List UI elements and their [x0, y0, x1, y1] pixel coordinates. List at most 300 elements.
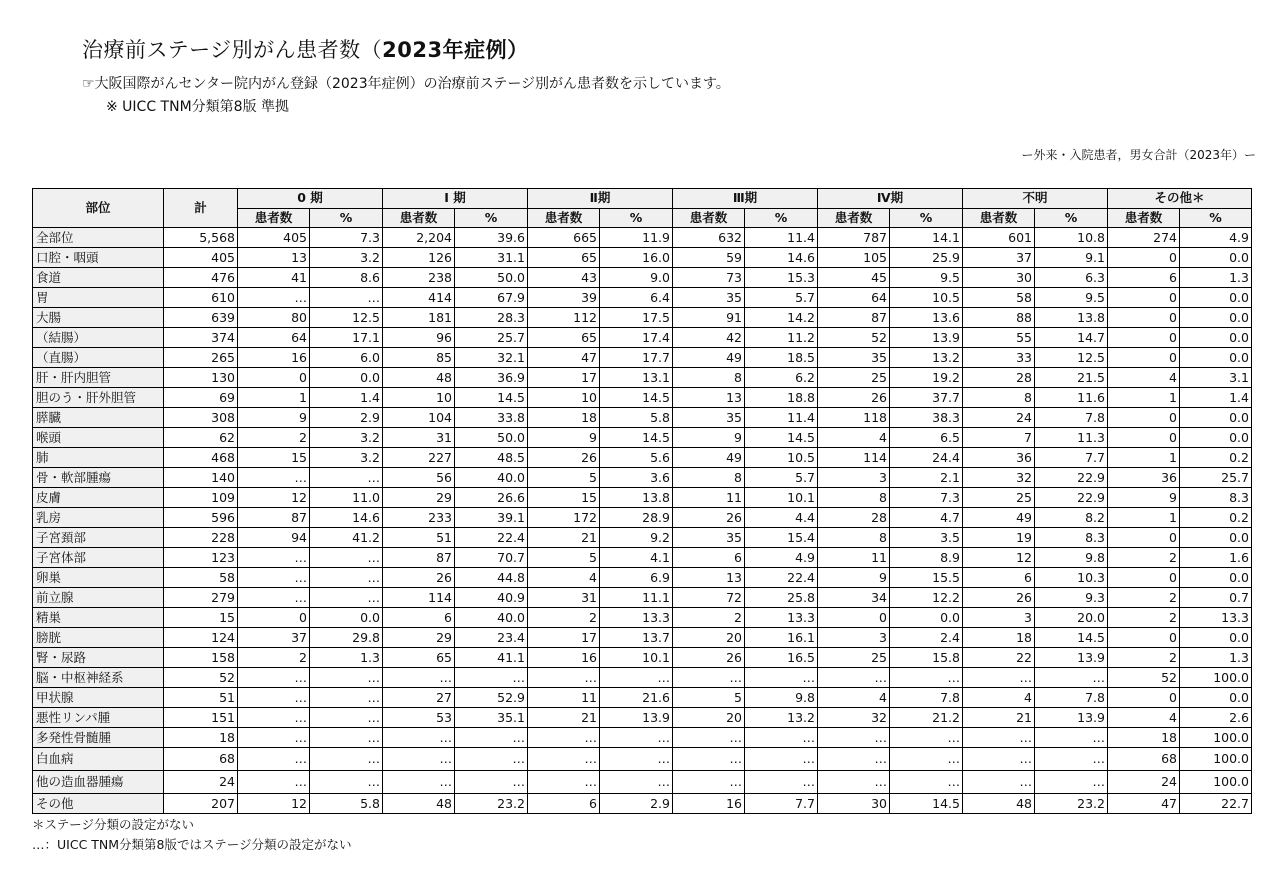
percent-cell: 37.7	[890, 388, 963, 408]
patients-cell: 35	[673, 408, 745, 428]
percent-cell: 14.5	[1035, 628, 1108, 648]
percent-cell: 14.6	[745, 248, 818, 268]
percent-cell: 100.0	[1180, 748, 1252, 771]
percent-cell: 25.9	[890, 248, 963, 268]
percent-cell: 14.6	[310, 508, 383, 528]
patients-cell: …	[238, 748, 310, 771]
patients-cell: 21	[963, 708, 1035, 728]
patients-cell: 0	[1108, 328, 1180, 348]
percent-cell: 0.0	[1180, 688, 1252, 708]
percent-cell: 8.2	[1035, 508, 1108, 528]
patients-cell: 10	[528, 388, 600, 408]
patients-cell: 665	[528, 228, 600, 248]
table-row	[33, 568, 1252, 588]
patients-cell: 17	[528, 368, 600, 388]
percent-cell: 14.5	[455, 388, 528, 408]
percent-cell: 10.5	[890, 288, 963, 308]
patients-cell: 414	[383, 288, 455, 308]
patients-cell: 87	[238, 508, 310, 528]
patients-cell: 59	[673, 248, 745, 268]
patients-cell: 1	[1108, 508, 1180, 528]
percent-cell: 25.7	[1180, 468, 1252, 488]
table-row	[33, 348, 1252, 368]
total-cell: 151	[164, 708, 238, 728]
site-cell: 甲状腺	[33, 688, 164, 708]
percent-cell: 2.6	[1180, 708, 1252, 728]
patients-cell: 16	[673, 794, 745, 814]
patients-cell: …	[238, 688, 310, 708]
header-percent: %	[600, 208, 673, 228]
site-cell: 精巣	[33, 608, 164, 628]
percent-cell: 39.6	[455, 228, 528, 248]
percent-cell: 11.4	[745, 408, 818, 428]
patients-cell: 1	[1108, 388, 1180, 408]
percent-cell: 1.3	[1180, 268, 1252, 288]
patients-cell: 233	[383, 508, 455, 528]
percent-cell: …	[745, 668, 818, 688]
percent-cell: 23.2	[455, 794, 528, 814]
percent-cell: 23.2	[1035, 794, 1108, 814]
patients-cell: 8	[818, 488, 890, 508]
patients-cell: 8	[673, 468, 745, 488]
percent-cell: 11.6	[1035, 388, 1108, 408]
percent-cell: 11.3	[1035, 428, 1108, 448]
patients-cell: 11	[818, 548, 890, 568]
patients-cell: 64	[818, 288, 890, 308]
table-row	[33, 488, 1252, 508]
percent-cell: …	[310, 548, 383, 568]
header-percent: %	[1035, 208, 1108, 228]
patients-cell: 0	[1108, 428, 1180, 448]
percent-cell: 25.8	[745, 588, 818, 608]
percent-cell: 21.6	[600, 688, 673, 708]
header-percent: %	[1180, 208, 1252, 228]
patients-cell: 53	[383, 708, 455, 728]
percent-cell: 9.5	[890, 268, 963, 288]
patients-cell: 91	[673, 308, 745, 328]
site-cell: 多発性骨髄腫	[33, 728, 164, 748]
patients-cell: …	[963, 771, 1035, 794]
percent-cell: 0.0	[1180, 568, 1252, 588]
percent-cell: 3.6	[600, 468, 673, 488]
percent-cell: 48.5	[455, 448, 528, 468]
percent-cell: 0.0	[310, 608, 383, 628]
percent-cell: 4.1	[600, 548, 673, 568]
stage-table	[32, 188, 1252, 814]
table-row	[33, 468, 1252, 488]
total-cell: 639	[164, 308, 238, 328]
footnote: ＊ステージ分類の設定がない	[32, 817, 195, 832]
patients-cell: 65	[528, 328, 600, 348]
table-row	[33, 268, 1252, 288]
percent-cell: 50.0	[455, 268, 528, 288]
total-cell: 265	[164, 348, 238, 368]
patients-cell: 2,204	[383, 228, 455, 248]
percent-cell: 39.1	[455, 508, 528, 528]
patients-cell: 11	[673, 488, 745, 508]
patients-cell: …	[383, 771, 455, 794]
patients-cell: 27	[383, 688, 455, 708]
table-row	[33, 771, 1252, 794]
percent-cell: …	[745, 771, 818, 794]
site-cell: その他	[33, 794, 164, 814]
percent-cell: 12.2	[890, 588, 963, 608]
patients-cell: 25	[818, 648, 890, 668]
percent-cell: …	[310, 728, 383, 748]
percent-cell: 17.5	[600, 308, 673, 328]
percent-cell: 14.5	[600, 428, 673, 448]
patients-cell: 87	[818, 308, 890, 328]
total-cell: 15	[164, 608, 238, 628]
percent-cell: 13.3	[600, 608, 673, 628]
patients-cell: 11	[528, 688, 600, 708]
patients-cell: 6	[528, 794, 600, 814]
percent-cell: 6.3	[1035, 268, 1108, 288]
percent-cell: 2.9	[600, 794, 673, 814]
patients-cell: 4	[528, 568, 600, 588]
patients-cell: 0	[1108, 528, 1180, 548]
patients-cell: 26	[383, 568, 455, 588]
patients-cell: 8	[818, 528, 890, 548]
percent-cell: 22.7	[1180, 794, 1252, 814]
patients-cell: 24	[1108, 771, 1180, 794]
percent-cell: …	[600, 668, 673, 688]
percent-cell: 14.1	[890, 228, 963, 248]
site-cell: 胆のう・肝外胆管	[33, 388, 164, 408]
total-cell: 308	[164, 408, 238, 428]
percent-cell: 21.2	[890, 708, 963, 728]
site-cell: 前立腺	[33, 588, 164, 608]
patients-cell: 181	[383, 308, 455, 328]
patients-cell: …	[963, 668, 1035, 688]
total-cell: 158	[164, 648, 238, 668]
site-cell: 子宮体部	[33, 548, 164, 568]
header-stage: その他＊	[1108, 189, 1252, 209]
percent-cell: 7.8	[1035, 408, 1108, 428]
header-stage: Ⅳ期	[818, 189, 963, 209]
percent-cell: 9.8	[745, 688, 818, 708]
percent-cell: 22.4	[745, 568, 818, 588]
patients-cell: 55	[963, 328, 1035, 348]
patients-cell: 72	[673, 588, 745, 608]
total-cell: 51	[164, 688, 238, 708]
percent-cell: 1.3	[310, 648, 383, 668]
footnotes	[32, 815, 352, 855]
patients-cell: 0	[818, 608, 890, 628]
percent-cell: 2.9	[310, 408, 383, 428]
percent-cell: 1.6	[1180, 548, 1252, 568]
percent-cell: …	[310, 288, 383, 308]
header-stage: 不明	[963, 189, 1108, 209]
patients-cell: 6	[673, 548, 745, 568]
percent-cell: …	[1035, 748, 1108, 771]
percent-cell: 41.1	[455, 648, 528, 668]
percent-cell: 6.4	[600, 288, 673, 308]
patients-cell: 35	[818, 348, 890, 368]
patients-cell: 73	[673, 268, 745, 288]
percent-cell: …	[455, 771, 528, 794]
percent-cell: 13.8	[1035, 308, 1108, 328]
percent-cell: 4.9	[1180, 228, 1252, 248]
percent-cell: …	[310, 468, 383, 488]
percent-cell: 24.4	[890, 448, 963, 468]
patients-cell: 65	[383, 648, 455, 668]
percent-cell: 13.2	[890, 348, 963, 368]
percent-cell: 8.6	[310, 268, 383, 288]
percent-cell: 3.2	[310, 448, 383, 468]
total-cell: 62	[164, 428, 238, 448]
header-stage: Ⅲ期	[673, 189, 818, 209]
percent-cell: 0.2	[1180, 448, 1252, 468]
patients-cell: 114	[818, 448, 890, 468]
patients-cell: 20	[673, 628, 745, 648]
patients-cell: 28	[963, 368, 1035, 388]
total-cell: 109	[164, 488, 238, 508]
percent-cell: 36.9	[455, 368, 528, 388]
total-cell: 405	[164, 248, 238, 268]
header-percent: %	[890, 208, 963, 228]
percent-cell: 0.0	[1180, 408, 1252, 428]
scope-label: ー外来・入院患者，男女合計（2023年）ー	[1021, 148, 1256, 162]
patients-cell: 49	[963, 508, 1035, 528]
site-cell: 胃	[33, 288, 164, 308]
percent-cell: …	[890, 771, 963, 794]
table-row	[33, 248, 1252, 268]
total-cell: 207	[164, 794, 238, 814]
percent-cell: 18.8	[745, 388, 818, 408]
site-cell: 皮膚	[33, 488, 164, 508]
percent-cell: 2.4	[890, 628, 963, 648]
patients-cell: 114	[383, 588, 455, 608]
total-cell: 140	[164, 468, 238, 488]
patients-cell: 6	[383, 608, 455, 628]
patients-cell: 85	[383, 348, 455, 368]
patients-cell: 1	[1108, 448, 1180, 468]
patients-cell: 18	[1108, 728, 1180, 748]
patients-cell: 21	[528, 708, 600, 728]
percent-cell: 3.2	[310, 428, 383, 448]
patients-cell: 43	[528, 268, 600, 288]
patients-cell: 0	[1108, 628, 1180, 648]
total-cell: 610	[164, 288, 238, 308]
percent-cell: 8.9	[890, 548, 963, 568]
site-cell: 脳・中枢神経系	[33, 668, 164, 688]
percent-cell: 9.1	[1035, 248, 1108, 268]
patients-cell: 37	[238, 628, 310, 648]
percent-cell: …	[890, 748, 963, 771]
percent-cell: 4.9	[745, 548, 818, 568]
tnm-note: ※ UICC TNM分類第8版 準拠	[106, 99, 290, 115]
patients-cell: 2	[1108, 648, 1180, 668]
percent-cell: 17.4	[600, 328, 673, 348]
percent-cell: 2.1	[890, 468, 963, 488]
patients-cell: 33	[963, 348, 1035, 368]
total-cell: 130	[164, 368, 238, 388]
patients-cell: 0	[1108, 688, 1180, 708]
percent-cell: 26.6	[455, 488, 528, 508]
patients-cell: 4	[963, 688, 1035, 708]
percent-cell: 38.3	[890, 408, 963, 428]
percent-cell: 0.0	[1180, 628, 1252, 648]
percent-cell: 13.9	[1035, 708, 1108, 728]
total-cell: 468	[164, 448, 238, 468]
percent-cell: …	[310, 748, 383, 771]
table-row	[33, 748, 1252, 771]
site-cell: 腎・尿路	[33, 648, 164, 668]
patients-cell: 88	[963, 308, 1035, 328]
percent-cell: 41.2	[310, 528, 383, 548]
patients-cell: 2	[238, 648, 310, 668]
patients-cell: 26	[818, 388, 890, 408]
table-row	[33, 368, 1252, 388]
patients-cell: 87	[383, 548, 455, 568]
percent-cell: 0.0	[1180, 248, 1252, 268]
percent-cell: 16.1	[745, 628, 818, 648]
percent-cell: 7.7	[745, 794, 818, 814]
patients-cell: 26	[673, 508, 745, 528]
patients-cell: 0	[1108, 568, 1180, 588]
patients-cell: 0	[1108, 288, 1180, 308]
total-cell: 52	[164, 668, 238, 688]
patients-cell: 28	[818, 508, 890, 528]
table-row	[33, 448, 1252, 468]
patients-cell: 2	[1108, 588, 1180, 608]
patients-cell: 5	[673, 688, 745, 708]
percent-cell: 50.0	[455, 428, 528, 448]
percent-cell: 17.1	[310, 328, 383, 348]
percent-cell: 8.3	[1035, 528, 1108, 548]
percent-cell: 22.9	[1035, 488, 1108, 508]
patients-cell: 34	[818, 588, 890, 608]
header-patients: 患者数	[528, 208, 600, 228]
table-row	[33, 408, 1252, 428]
percent-cell: 70.7	[455, 548, 528, 568]
patients-cell: 238	[383, 268, 455, 288]
patients-cell: 37	[963, 248, 1035, 268]
patients-cell: 632	[673, 228, 745, 248]
percent-cell: …	[310, 708, 383, 728]
percent-cell: 40.0	[455, 468, 528, 488]
percent-cell: …	[310, 688, 383, 708]
site-cell: 肝・肝内胆管	[33, 368, 164, 388]
patients-cell: …	[238, 708, 310, 728]
percent-cell: 11.1	[600, 588, 673, 608]
percent-cell: …	[1035, 771, 1108, 794]
percent-cell: 31.1	[455, 248, 528, 268]
percent-cell: 13.8	[600, 488, 673, 508]
patients-cell: …	[383, 748, 455, 771]
table-row	[33, 308, 1252, 328]
percent-cell: 100.0	[1180, 771, 1252, 794]
patients-cell: 30	[818, 794, 890, 814]
table-row	[33, 508, 1252, 528]
table-row	[33, 668, 1252, 688]
percent-cell: 100.0	[1180, 668, 1252, 688]
patients-cell: 4	[818, 688, 890, 708]
patients-cell: 48	[963, 794, 1035, 814]
patients-cell: 36	[963, 448, 1035, 468]
percent-cell: 6.0	[310, 348, 383, 368]
patients-cell: 12	[238, 488, 310, 508]
site-cell: 悪性リンパ腫	[33, 708, 164, 728]
patients-cell: 29	[383, 628, 455, 648]
patients-cell: 26	[528, 448, 600, 468]
patients-cell: 17	[528, 628, 600, 648]
percent-cell: 19.2	[890, 368, 963, 388]
total-cell: 228	[164, 528, 238, 548]
patients-cell: 3	[818, 468, 890, 488]
patients-cell: 0	[1108, 408, 1180, 428]
percent-cell: 0.7	[1180, 588, 1252, 608]
patients-cell: 18	[963, 628, 1035, 648]
percent-cell: 33.8	[455, 408, 528, 428]
percent-cell: 14.5	[745, 428, 818, 448]
site-cell: 肺	[33, 448, 164, 468]
site-cell: 子宮頚部	[33, 528, 164, 548]
table-body	[33, 228, 1252, 814]
patients-cell: 32	[818, 708, 890, 728]
percent-cell: …	[600, 771, 673, 794]
percent-cell: 3.2	[310, 248, 383, 268]
site-cell: 食道	[33, 268, 164, 288]
header-patients: 患者数	[383, 208, 455, 228]
percent-cell: 100.0	[1180, 728, 1252, 748]
patients-cell: 0	[1108, 308, 1180, 328]
percent-cell: 9.3	[1035, 588, 1108, 608]
percent-cell: 11.0	[310, 488, 383, 508]
header-stage: 0 期	[238, 189, 383, 209]
patients-cell: 20	[673, 708, 745, 728]
patients-cell: 3	[963, 608, 1035, 628]
header-percent: %	[310, 208, 383, 228]
patients-cell: …	[238, 468, 310, 488]
patients-cell: 9	[238, 408, 310, 428]
percent-cell: 28.9	[600, 508, 673, 528]
patients-cell: 15	[528, 488, 600, 508]
percent-cell: 13.3	[1180, 608, 1252, 628]
patients-cell: 22	[963, 648, 1035, 668]
subtitle: ☞大阪国際がんセンター院内がん登録（2023年症例）の治療前ステージ別がん患者数を示しています。	[82, 76, 730, 92]
site-cell: 口腔・咽頭	[33, 248, 164, 268]
patients-cell: 48	[383, 368, 455, 388]
patients-cell: …	[238, 588, 310, 608]
total-cell: 5,568	[164, 228, 238, 248]
patients-cell: 9	[528, 428, 600, 448]
percent-cell: 28.3	[455, 308, 528, 328]
percent-cell: 0.0	[1180, 528, 1252, 548]
percent-cell: 15.4	[745, 528, 818, 548]
percent-cell: 40.0	[455, 608, 528, 628]
percent-cell: 0.0	[1180, 288, 1252, 308]
patients-cell: …	[963, 728, 1035, 748]
percent-cell: …	[310, 668, 383, 688]
site-cell: 骨・軟部腫瘍	[33, 468, 164, 488]
percent-cell: 4.4	[745, 508, 818, 528]
patients-cell: 0	[238, 368, 310, 388]
patients-cell: 8	[673, 368, 745, 388]
patients-cell: 31	[528, 588, 600, 608]
percent-cell: 7.3	[890, 488, 963, 508]
percent-cell: 14.5	[890, 794, 963, 814]
table-row	[33, 794, 1252, 814]
patients-cell: 9	[1108, 488, 1180, 508]
patients-cell: 56	[383, 468, 455, 488]
percent-cell: 11.9	[600, 228, 673, 248]
patients-cell: 16	[238, 348, 310, 368]
percent-cell: 13.3	[745, 608, 818, 628]
percent-cell: 14.7	[1035, 328, 1108, 348]
patients-cell: 2	[1108, 608, 1180, 628]
